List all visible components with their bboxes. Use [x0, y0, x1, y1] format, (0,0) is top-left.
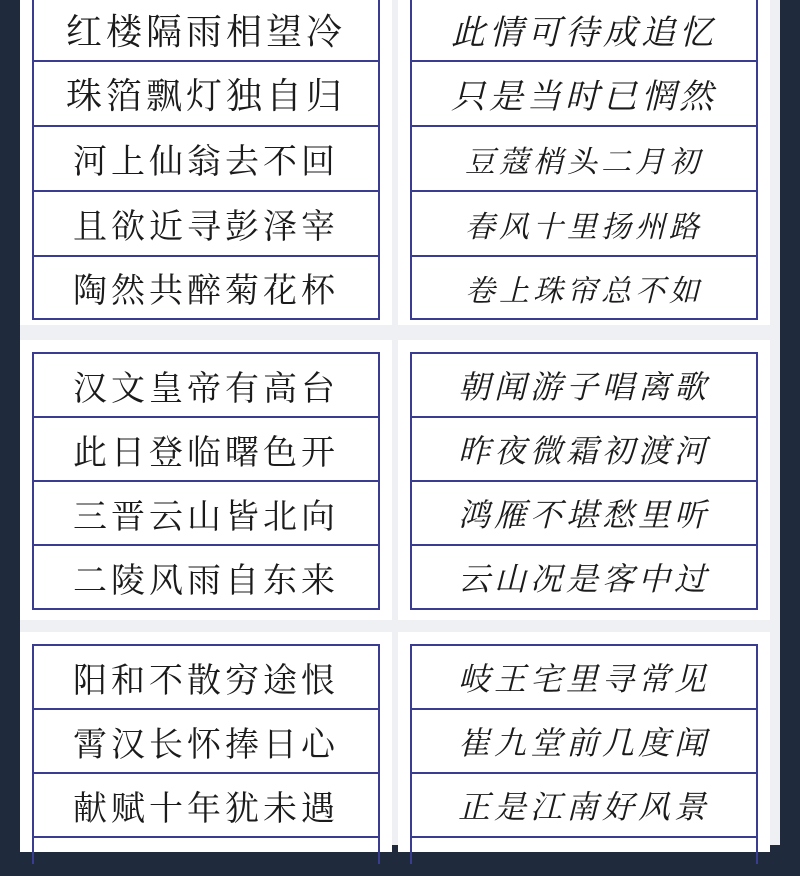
lines-grid — [410, 352, 758, 610]
line-2: 霄汉长怀捧日心 — [34, 708, 378, 772]
copybook-sheet — [20, 0, 780, 845]
lines-grid — [32, 0, 380, 320]
line-3: 河上仙翁去不回 — [34, 125, 378, 190]
line-1: 红楼隔雨相望冷 — [34, 0, 378, 60]
line-4: 且欲近寻彭泽宰 — [34, 190, 378, 255]
line-2: 昨夜微霜初渡河 — [412, 416, 756, 480]
line-2: 崔九堂前几度闻 — [412, 708, 756, 772]
line-1: 汉文皇帝有高台 — [34, 352, 378, 416]
line-2: 珠箔飘灯独自归 — [34, 60, 378, 125]
line-1: 岐王宅里寻常见 — [412, 644, 756, 708]
line-3: 豆蔻梢头二月初 — [412, 125, 756, 190]
line-3: 献赋十年犹未遇 — [34, 772, 378, 836]
line-1: 阳和不散穷途恨 — [34, 644, 378, 708]
line-3: 鸿雁不堪愁里听 — [412, 480, 756, 544]
poem-card-6 — [398, 632, 770, 852]
poem-card-2 — [398, 0, 770, 325]
poem-card-4 — [398, 340, 770, 620]
line-5: 陶然共醉菊花杯 — [34, 255, 378, 320]
line-5: 卷上珠帘总不如 — [412, 255, 756, 320]
poem-card-3 — [20, 340, 392, 620]
line-4: 云山况是客中过 — [412, 544, 756, 610]
line-4: 春风十里扬州路 — [412, 190, 756, 255]
line-2: 此日登临曙色开 — [34, 416, 378, 480]
lines-grid — [410, 0, 758, 320]
line-4-empty — [34, 836, 378, 876]
line-3: 正是江南好风景 — [412, 772, 756, 836]
line-4: 二陵风雨自东来 — [34, 544, 378, 610]
line-3: 三晋云山皆北向 — [34, 480, 378, 544]
line-1: 此情可待成追忆 — [412, 0, 756, 60]
lines-grid — [32, 352, 380, 610]
line-2: 只是当时已惘然 — [412, 60, 756, 125]
poem-card-5 — [20, 632, 392, 852]
poem-card-1 — [20, 0, 392, 325]
line-4-empty — [412, 836, 756, 876]
lines-grid — [32, 644, 380, 864]
line-1: 朝闻游子唱离歌 — [412, 352, 756, 416]
lines-grid — [410, 644, 758, 864]
